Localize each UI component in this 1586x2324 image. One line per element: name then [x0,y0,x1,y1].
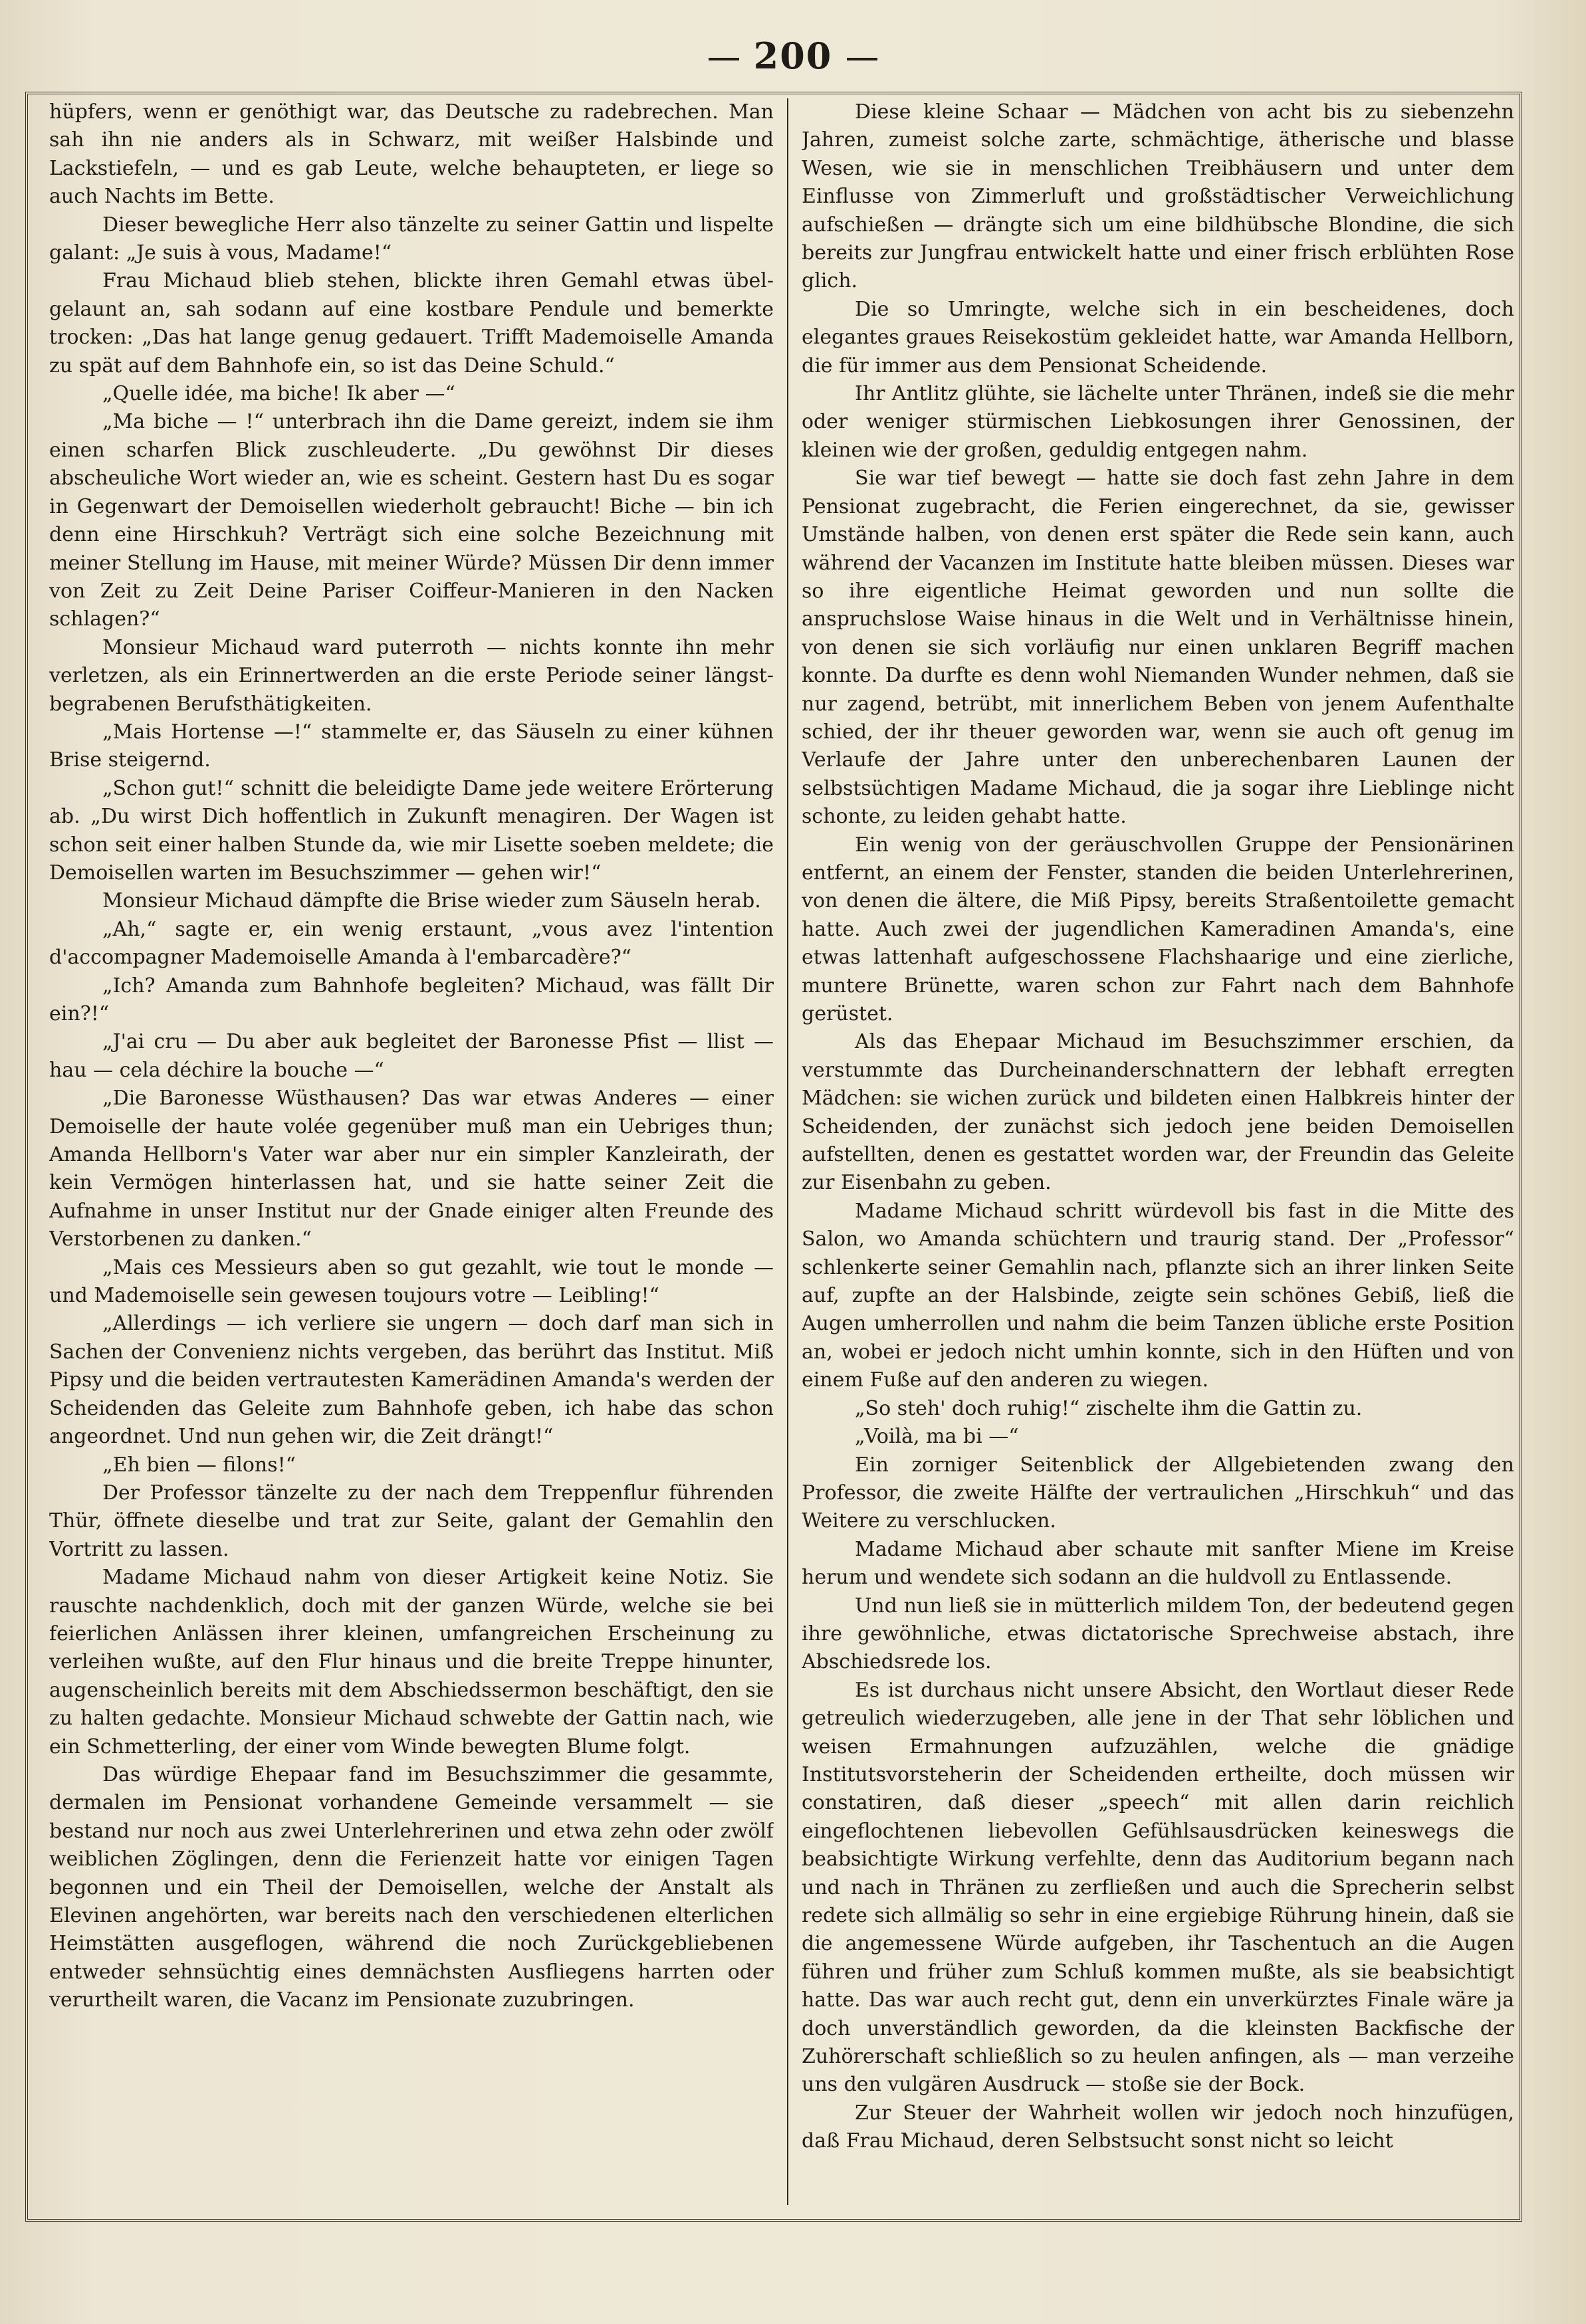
paragraph: „Mais Hortense —!“ stammelte er, das Säuseln zu einer kühnen Brise steigernd. [49,720,774,772]
paragraph: „Mais ces Messieurs aben so gut gezahlt, wie tout le monde — und Mademoiselle sein gewesen toujours votre — Leibling!“ [49,1255,774,1308]
paragraph: Madame Michaud aber schaute mit sanfter Miene im Kreise herum und wendete sich sodann an die huldvoll zu Entlassende. [802,1537,1514,1590]
paragraph: „So steh' doch ruhig!“ zischelte ihm die Gattin zu. [855,1396,1363,1420]
page-header [0,35,1586,88]
paragraph: Monsieur Michaud ward puterroth — nichts konnte ihn mehr verletzen, als ein Erinnertwerden an die erste Periode seiner längst-begrabenen Berufsthätigkeiten. [49,635,774,716]
paragraph: Monsieur Michaud dämpfte die Brise wieder zum Säuseln herab. [102,889,761,913]
paragraph: „Die Baronesse Wüsthausen? Das war etwas Anderes — einer Demoiselle der haute volée gegenüber muß man ein Uebriges thun; Amanda Hellborn's Vater war aber nur ein simpler Kanzleirath, der kein Vermögen hinterlassen hat, und sie hatte seiner Zeit die Aufnahme in unser Institut nur der Gnade einiger alten Freunde des Verstorbenen zu danken.“ [49,1087,774,1251]
paragraph: Diese kleine Schaar — Mädchen von acht bis zu siebenzehn Jahren, zumeist solche zarte, schmächtige, ätherische und blasse Wesen, wie sie in menschlichen Treibhäusern und unter dem Einflusse von Zimmerluft und großstädtischer Verweichlichung aufschießen — drängte sich um eine bildhübsche Blondine, die sich bereits zur Jungfrau entwickelt hatte und einer frisch erblühten Rose glich. [802,100,1514,293]
paragraph: „Quelle idée, ma biche! Ik aber —“ [102,382,455,406]
paragraph: „J'ai cru — Du aber auk begleitet der Baronesse Pfist — llist — hau — cela déchire la bouche —“ [49,1030,774,1082]
paragraph: „Ah,“ sagte er, ein wenig erstaunt, „vous avez l'intention d'accompagner Mademoiselle Amanda à l'embarcadère?“ [49,917,774,970]
header-dash-right [847,58,877,60]
paragraph: Sie war tief bewegt — hatte sie doch fast zehn Jahre in dem Pensionat zugebracht, die Ferien eingerechnet, da sie, gewisser Umstände halben, von denen erst später die Rede sein kann, auch während der Vacanzen im Institute hatte bleiben müssen. Dieses war so ihre eigentliche Heimat geworden und nun sollte die anspruchslose Waise hinaus in die Welt und in Verhältnisse hinein, von denen sie sich vorläufig nur einen unklaren Begriff machen konnte. Da durfte es denn wohl Niemanden Wunder nehmen, daß sie nur zagend, betrübt, mit innerlichem Beben von jenem Aufenthalte schied, der ihr theuer geworden war, wenn sie auch oft genug im Verlaufe der Jahre unter den unberechenbaren Launen der selbstsüchtigen Madame Michaud, die ja sogar ihre Lieblinge nicht schonte, zu leiden gehabt hatte. [802,467,1514,829]
paragraph: Und nun ließ sie in mütterlich mildem Ton, der bedeutend gegen ihre gewöhnliche, etwas dictatorische Sprechweise abstach, ihre Abschiedsrede los. [802,1594,1514,1674]
paragraph: Das würdige Ehepaar fand im Besuchszimmer die gesammte, dermalen im Pensionat vorhandene Gemeinde versammelt — sie bestand nur noch aus zwei Unterlehrerinen und etwa zehn oder zwölf weiblichen Zöglingen, denn die Ferienzeit hatte vor einigen Tagen begonnen und ein Theil der Demoisellen, welche der Anstalt als Elevinen angehörten, war bereits nach den verschiedenen elterlichen Heimstätten ausgeflogen, während die noch Zurückgebliebenen entweder sehnsüchtig eines demnächsten Ausfliegens harrten oder verurtheilt waren, die Vacanz im Pensionate zuzubringen. [49,1762,774,2012]
paragraph: Zur Steuer der Wahrheit wollen wir jedoch noch hinzufügen, daß Frau Michaud, deren Selbstsucht sonst nicht so leicht [802,2101,1514,2153]
paragraph: Dieser bewegliche Herr also tänzelte zu seiner Gattin und lispelte galant: „Je suis à vous, Madame!“ [49,213,774,265]
paragraph: „Ich? Amanda zum Bahnhofe begleiten? Michaud, was fällt Dir ein?!“ [49,974,774,1025]
paragraph: Es ist durchaus nicht unsere Absicht, den Wortlaut dieser Rede getreulich wiederzugeben, alle jene in der That sehr löblichen und weisen Ermahnungen aufzuzählen, welche die gnädige Institutsvorsteherin der Scheidenden ertheilte, doch müssen wir constatiren, daß dieser „speech“ mit allen darin reichlich eingeflochtenen liebevollen Gefühlsausdrücken keineswegs die beabsichtigte Wirkung verfehlte, denn das Auditorium begann nach und nach in Thränen zu zerfließen und auch die Sprecherin selbst redete sich allmälig so sehr in eine ergiebige Rührung hinein, daß sie die angemessene Würde aufgeben, ihr Taschentuch an die Augen führen und früher zum Schluß kommen mußte, als sie beabsichtigt hatte. Das war auch recht gut, denn ein unverkürztes Finale wäre ja doch unverständlich geworden, da die kleinsten Backfische der Zuhörerschaft schließlich so zu heulen anfingen, als — man verzeihe uns den vulgären Ausdruck — stoße sie der Bock. [802,1678,1514,2097]
left-column [49,98,774,2212]
paragraph: hüpfers, wenn er genöthigt war, das Deutsche zu radebrechen. Man sah ihn nie anders als in Schwarz, mit weißer Halsbinde und Lackstiefeln, — und es gab Leute, welche behaupteten, er liege so auch Nachts im Bette. [49,100,774,209]
paragraph: Ein zorniger Seitenblick der Allgebietenden zwang den Professor, die zweite Hälfte der vertraulichen „Hirschkuh“ und das Weitere zu verschlucken. [802,1453,1514,1533]
paragraph: Ihr Antlitz glühte, sie lächelte unter Thränen, indeß sie die mehr oder weniger stürmischen Liebkosungen ihrer Genossinen, der kleinen wie der großen, geduldig entgegen nahm. [802,382,1514,462]
paragraph: Ein wenig von der geräuschvollen Gruppe der Pensionärinen entfernt, an einem der Fenster, standen die beiden Unterlehrerinen, von denen die ältere, die Miß Pipsy, bereits Straßentoilette gemacht hatte. Auch zwei der jugendlichen Kameradinen Amanda's, eine etwas lattenhaft aufgeschossene Flachshaarige und eine zierliche, muntere Brünette, waren schon zur Fahrt nach dem Bahnhofe gerüstet. [802,833,1514,1025]
paragraph: „Allerdings — ich verliere sie ungern — doch darf man sich in Sachen der Convenienz nichts vergeben, das berührt das Institut. Miß Pipsy und die beiden vertrautesten Kamerädinen Amanda's werden der Scheidenden das Geleite zum Bahnhofe geben, ich habe das schon angeordnet. Und nun gehen wir, die Zeit drängt!“ [49,1312,774,1449]
paragraph: Die so Umringte, welche sich in ein bescheidenes, doch elegantes graues Reisekostüm gekleidet hatte, war Amanda Hellborn, die für immer aus dem Pensionat Scheidende. [802,297,1514,377]
paragraph: Der Professor tänzelte zu der nach dem Treppenflur führenden Thür, öffnete dieselbe und trat zur Seite, galant der Gemahlin den Vortritt zu lassen. [49,1481,774,1561]
paragraph: „Ma biche — !“ unterbrach ihn die Dame gereizt, indem sie ihm einen scharfen Blick zuschleuderte. „Du gewöhnst Dir dieses abscheuliche Wort wieder an, wie es scheint. Gestern hast Du es sogar in Gegenwart der Demoisellen wiederholt gebraucht! Biche — bin ich denn eine Hirschkuh? Verträgt sich eine solche Bezeichnung mit meiner Stellung im Hause, mit meiner Würde? Müssen Dir denn immer von Zeit zu Zeit Deine Pariser Coiffeur-Manieren in den Nacken schlagen?“ [49,410,774,631]
paragraph: Madame Michaud schritt würdevoll bis fast in die Mitte des Salon, wo Amanda schüchtern und traurig stand. Der „Professor“ schlenkerte seiner Gemahlin nach, pflanzte sich an ihrer linken Seite auf, zupfte an der Halsbinde, zeigte sein schönes Gebiß, ließ die Augen umherrollen und nahm die beim Tanzen übliche erste Position an, wobei er jedoch nicht umhin konnte, sich in den Hüften und von einem Fuße auf den anderen zu wiegen. [802,1199,1514,1392]
paragraph: „Eh bien — filons!“ [102,1453,296,1477]
paragraph: „Schon gut!“ schnitt die beleidigte Dame jede weitere Erörterung ab. „Du wirst Dich hoffentlich in Zukunft menagiren. Der Wagen ist schon seit einer halben Stunde da, wie mir Lisette soeben meldete; die Demoisellen warten im Besuchszimmer — gehen wir!“ [49,776,774,885]
column-divider [787,98,788,2205]
header-dash-left [709,58,739,60]
paragraph: „Voilà, ma bi —“ [855,1425,1019,1449]
page-number: 200 [753,35,833,77]
paragraph: Als das Ehepaar Michaud im Besuchszimmer erschien, da verstummte das Durcheinanderschnattern der lebhaft erregten Mädchen: sie wichen zurück und bildeten einen Halbkreis hinter der Scheidenden, der zunächst sich jedoch jene beiden Demoisellen aufstellten, denen es gestattet worden war, der Freundin das Geleite zur Eisenbahn zu geben. [802,1030,1514,1195]
paragraph: Frau Michaud blieb stehen, blickte ihren Gemahl etwas übel-gelaunt an, sah sodann auf eine kostbare Pendule und bemerkte trocken: „Das hat lange genug gedauert. Trifft Mademoiselle Amanda zu spät auf dem Bahnhofe ein, so ist das Deine Schuld.“ [49,269,774,377]
right-column [802,98,1514,2212]
paragraph: Madame Michaud nahm von dieser Artigkeit keine Notiz. Sie rauschte nachdenklich, doch mit der ganzen Würde, welche sie bei feierlichen Anlässen ihrer kleinen, umfangreichen Erscheinung zu verleihen wußte, auf den Flur hinaus und die breite Treppe hinunter, augenscheinlich bereits mit dem Abschiedssermon beschäftigt, den sie zu halten gedachte. Monsieur Michaud schwebte der Gattin nach, wie ein Schmetterling, der einer vom Winde bewegten Blume folgt. [49,1566,774,1758]
